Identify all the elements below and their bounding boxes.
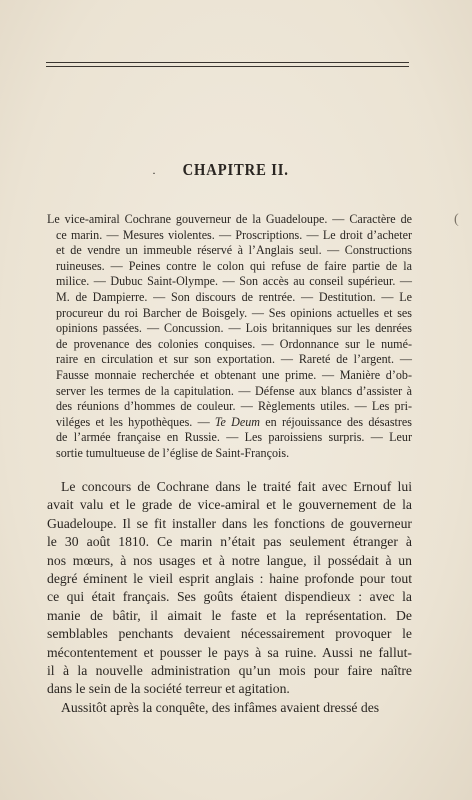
summary-line: milice. — Dubuc Saint-Olympe. — Son accès au conseil supérieur. — xyxy=(56,274,412,289)
body-line: semblables penchants devaient nécessairement provoquer le xyxy=(47,626,412,642)
summary-text: viléges et les hypothèques. — xyxy=(56,414,210,429)
chapter-summary xyxy=(47,212,412,462)
body-line: avait valu et le grade de vice-amiral et le gouvernement de la xyxy=(47,497,412,513)
body-line: mécontentement et pousser le pays à sa ruine. Aussi ne fallut- xyxy=(47,644,412,660)
margin-mark: ( xyxy=(454,212,459,227)
body-line: degré éminent le vieil esprit anglais : haine profonde pour tout xyxy=(47,571,412,587)
body-line: dans le sein de la société terreur et agitation. xyxy=(47,681,290,697)
summary-line: des réunions d’hommes de couleur. — Règlements utiles. — Les pri- xyxy=(56,399,412,414)
body-line: Aussitôt après la conquête, des infâmes avaient dressé des xyxy=(61,699,380,715)
summary-italic-te-deum: Te Deum xyxy=(214,414,261,429)
body-paragraphs xyxy=(47,478,412,717)
summary-line: procureur du roi Barcher de Boisgely. — Ses opinions actuelles et ses xyxy=(56,305,412,320)
summary-line: de provenance des colonies conquises. — Ordonnance sur le numé- xyxy=(56,336,412,351)
summary-line: opinions passées. — Concussion. — Lois britanniques sur les denrées xyxy=(56,321,412,336)
summary-line: de l’armée française en Russie. — Les paroissiens surpris. — Leur xyxy=(56,430,412,445)
summary-line: M. de Dampierre. — Son discours de rentrée. — Destitution. — Le xyxy=(56,289,412,304)
summary-line: ruineuses. — Peines contre le colon qui refuse de faire partie de la xyxy=(56,258,412,273)
body-line: il à la nouvelle administration qu’un mois pour faire naître xyxy=(47,663,412,679)
chapter-title: CHAPITRE II. xyxy=(182,160,290,179)
body-line: Guadeloupe. Il se fit installer dans les fonctions de gouverneur xyxy=(47,515,412,531)
summary-line: Le vice-amiral Cochrane gouverneur de la Guadeloupe. — Caractère de xyxy=(47,212,412,226)
heading-bullet: · xyxy=(152,166,156,180)
summary-text: en réjouissance des désastres xyxy=(260,414,413,429)
summary-line: sortie tumultueuse de l’église de Saint-François. xyxy=(56,445,290,460)
body-line: nos mœurs, à nos usages et à notre langue, il possédait à un xyxy=(47,552,412,568)
summary-line: raire en circulation et sur son exportation. — Rareté de l’argent. — xyxy=(56,352,412,367)
body-line: ce qui était français. Ses goûts étaient dispendieux : avec la xyxy=(47,589,412,605)
summary-line: Fausse monnaie recherchée et obtenant une prime. — Manière d’ob- xyxy=(56,367,412,382)
body-line: Le concours de Cochrane dans le traité fait avec Ernouf lui xyxy=(61,479,412,494)
body-line: le 30 août 1810. Ce marin n’était pas seulement étranger à xyxy=(47,534,412,550)
summary-line: ce marin. — Mesures violentes. — Proscriptions. — Le droit d’acheter xyxy=(56,227,412,242)
summary-line: server les termes de la capitulation. — Défense aux blancs d’assister à xyxy=(56,383,412,398)
chapter-heading xyxy=(0,160,472,180)
summary-line: et de vendre un immeuble réservé à l’Anglais seul. — Constructions xyxy=(56,243,412,258)
summary-line-with-italic xyxy=(47,415,412,431)
body-line: manie de bâtir, il aimait le faste et la représentation. De xyxy=(47,607,412,623)
top-double-rule xyxy=(46,62,409,67)
